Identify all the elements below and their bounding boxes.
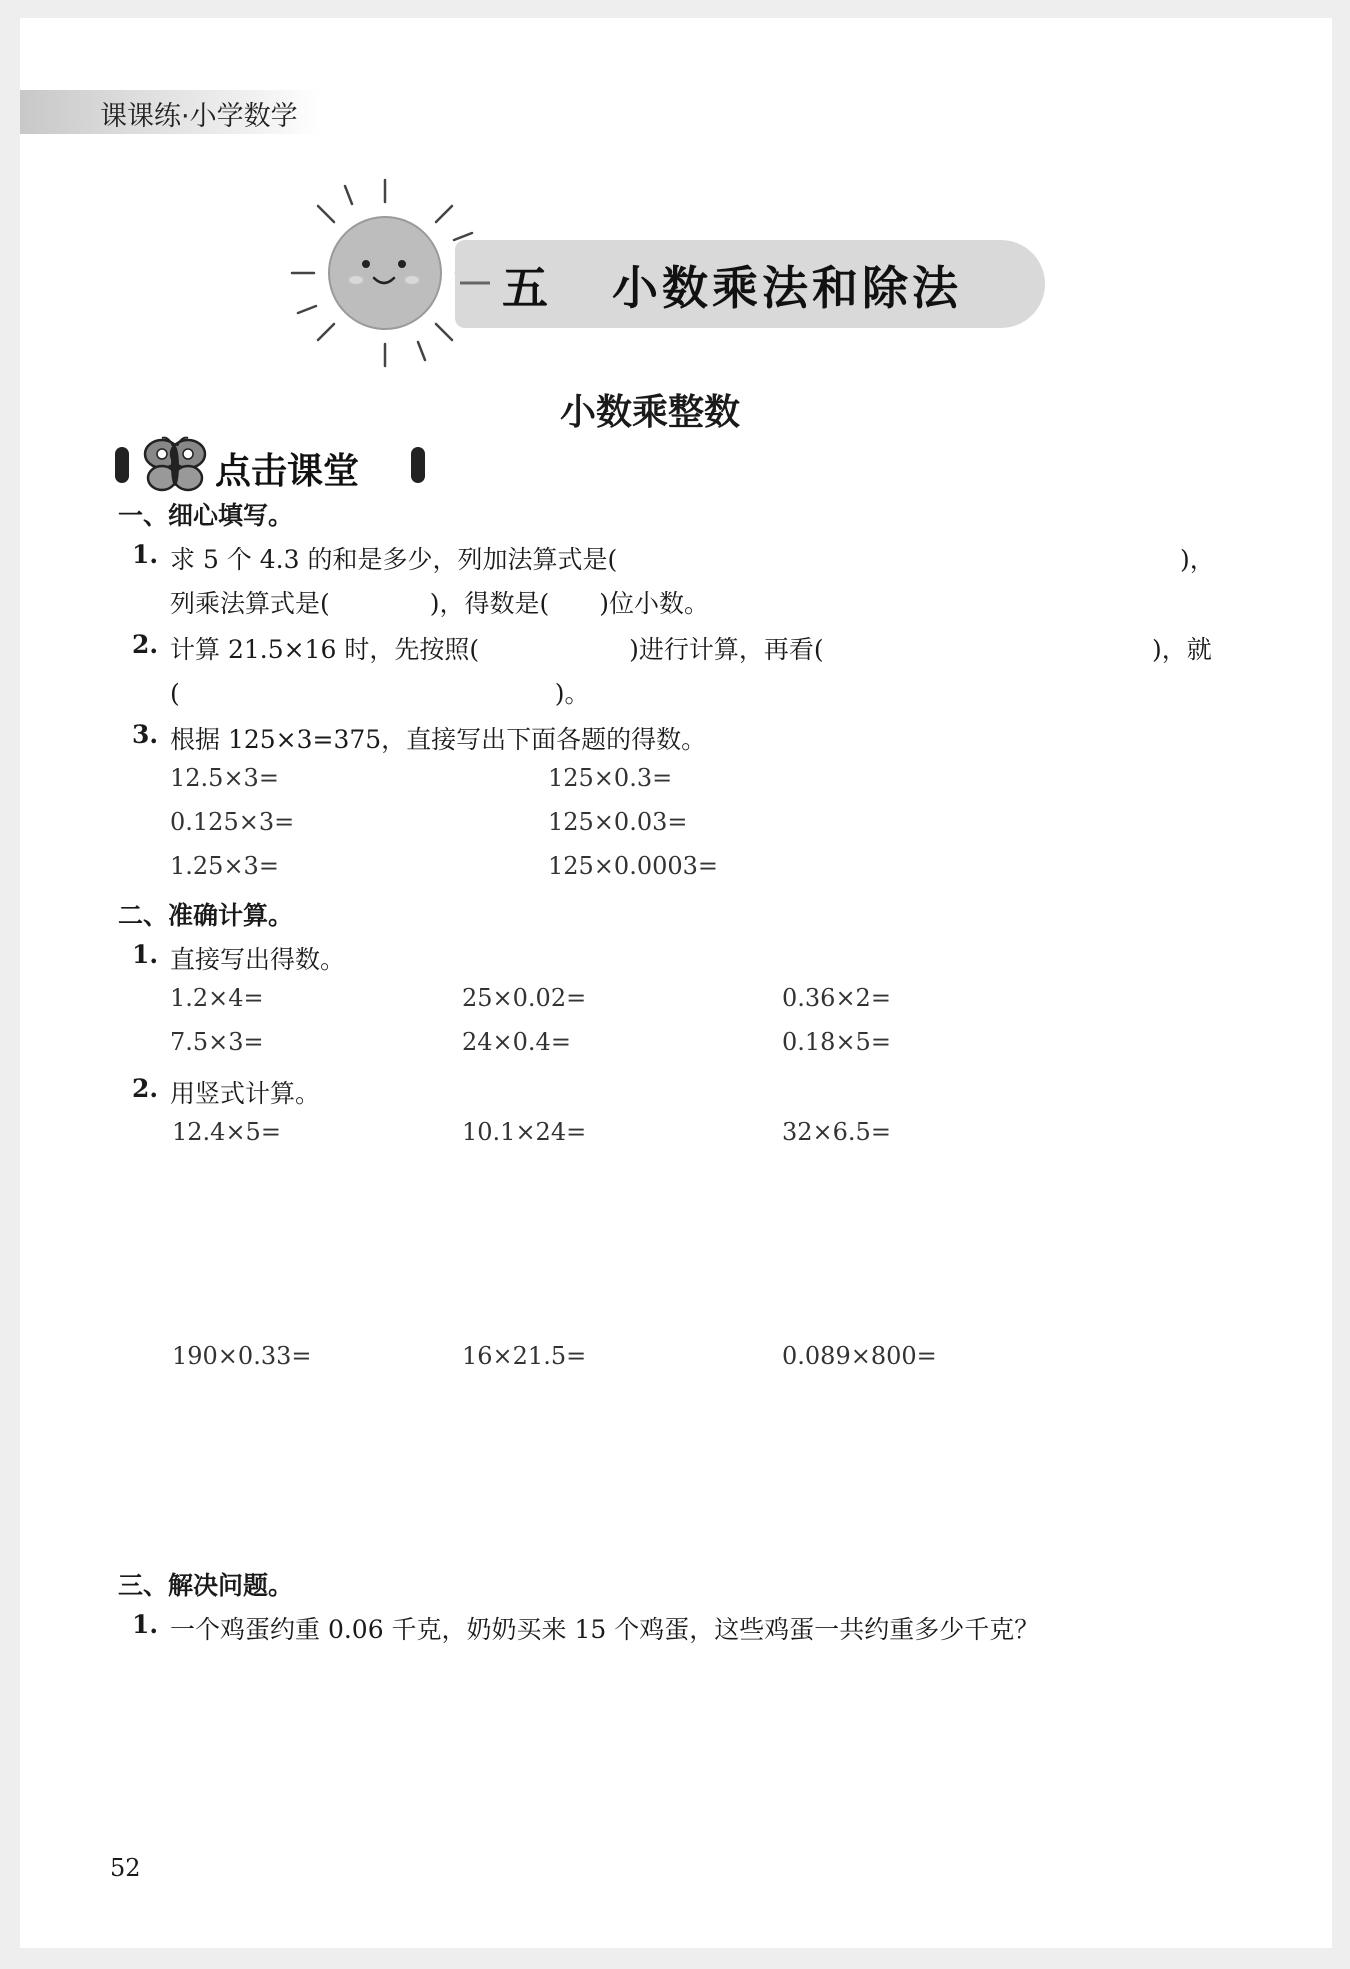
part2-q1-r2-c1: 7.5×3= xyxy=(170,1028,264,1056)
part1-q2-line1-end: )，就 xyxy=(1152,635,1212,664)
part2-q1-number: 1. xyxy=(132,940,159,969)
part1-q3-right-3: 125×0.0003= xyxy=(548,852,719,880)
butterfly-icon xyxy=(140,434,210,496)
part2-q1-text: 直接写出得数。 xyxy=(170,945,346,974)
part2-q1-r1-c3: 0.36×2= xyxy=(782,984,891,1012)
part1-q3-number: 3. xyxy=(132,720,159,749)
running-title: 课课练·小学数学 xyxy=(100,101,298,132)
part1-q1-number: 1. xyxy=(132,540,159,569)
part2-q2-number: 2. xyxy=(132,1074,159,1103)
lesson-title: 小数乘整数 xyxy=(560,392,741,433)
part2-q2-r1-c2: 10.1×24= xyxy=(462,1118,587,1146)
part1-q2-line2: ( )。 xyxy=(170,679,590,708)
part2-q2-r2-c1: 190×0.33= xyxy=(172,1342,312,1370)
part2-q2-r1-c3: 32×6.5= xyxy=(782,1118,891,1146)
page-number: 52 xyxy=(110,1854,141,1882)
section-banner-label: 点击课堂 xyxy=(215,451,360,492)
part3-q1-text: 一个鸡蛋约重 0.06 千克，奶奶买来 15 个鸡蛋，这些鸡蛋一共约重多少千克？ xyxy=(170,1615,1040,1644)
part1-q3-left-3: 1.25×3= xyxy=(170,852,279,880)
part1-q3-left-2: 0.125×3= xyxy=(170,808,295,836)
part2-q1-r1-c1: 1.2×4= xyxy=(170,984,264,1012)
part2-q2-r2-c2: 16×21.5= xyxy=(462,1342,587,1370)
part1-q3-text: 根据 125×3=375，直接写出下面各题的得数。 xyxy=(170,725,707,754)
part1-q3-right-2: 125×0.03= xyxy=(548,808,688,836)
sun-mascot-icon xyxy=(290,178,480,368)
part2-q2-text: 用竖式计算。 xyxy=(170,1079,321,1108)
part2-q2-r1-c1: 12.4×5= xyxy=(172,1118,281,1146)
part1-q2-line1: 计算 21.5×16 时，先按照( )进行计算，再看( xyxy=(170,635,824,664)
part2-q1-r2-c2: 24×0.4= xyxy=(462,1028,571,1056)
part1-q3-right-1: 125×0.3= xyxy=(548,764,673,792)
part2-q2-r2-c3: 0.089×800= xyxy=(782,1342,937,1370)
workbook-page xyxy=(20,18,1332,1948)
part1-q2-number: 2. xyxy=(132,630,159,659)
part3-q1-number: 1. xyxy=(132,1610,159,1639)
part1-q1-line1-end: )， xyxy=(1180,545,1215,574)
chapter-title: 小数乘法和除法 xyxy=(612,261,962,315)
chapter-number: 五 xyxy=(502,261,548,315)
part2-q1-r2-c3: 0.18×5= xyxy=(782,1028,891,1056)
part2-q1-r1-c2: 25×0.02= xyxy=(462,984,587,1012)
part2-heading: 二、准确计算。 xyxy=(118,901,294,930)
banner-dash xyxy=(460,280,490,286)
part1-q3-left-1: 12.5×3= xyxy=(170,764,279,792)
part3-heading: 三、解决问题。 xyxy=(118,1571,294,1600)
part1-heading: 一、细心填写。 xyxy=(118,501,294,530)
part1-q1-line2: 列乘法算式是( )，得数是( )位小数。 xyxy=(170,589,710,618)
part1-q1-line1: 求 5 个 4.3 的和是多少，列加法算式是( xyxy=(170,545,618,574)
